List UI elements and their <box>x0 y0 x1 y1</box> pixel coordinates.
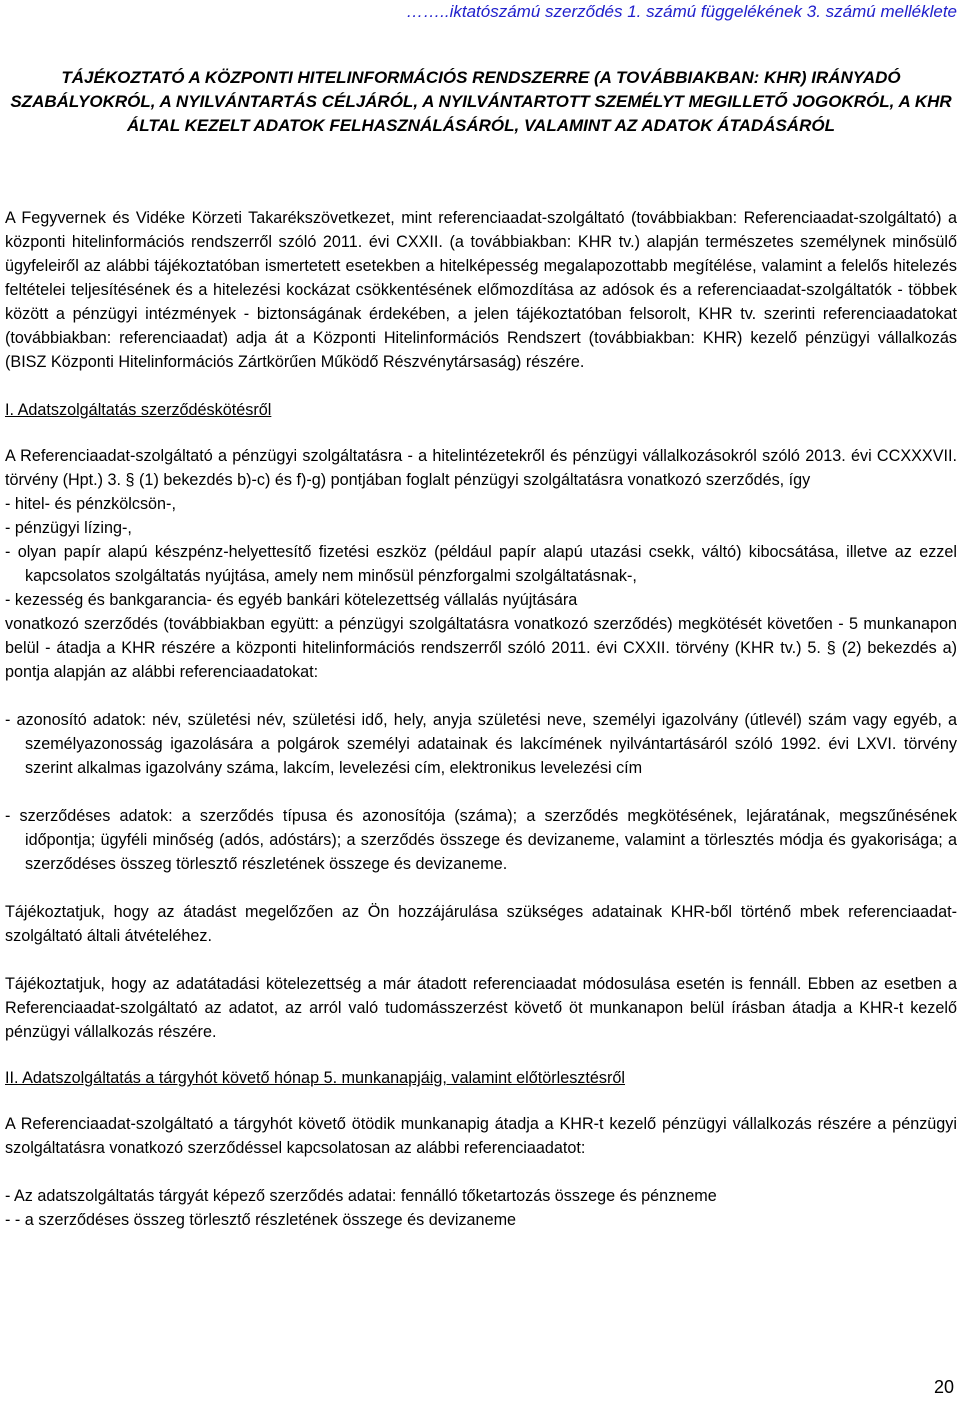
service-list-item: - pénzügyi lízing-, <box>5 519 132 537</box>
notice-paragraph: Tájékoztatjuk, hogy az adatátadási kötelezettség a már átadott referenciaadat módosulása esetén is fennáll. Ebben az esetben a Referenciaadat-szolgáltató az adatot, az arról való tudomásszerzést követő öt munkanapon belül írásban átadja a KHR-t kezelő pénzügyi vállalkozás részére. <box>5 975 957 1041</box>
section-2-lead: A Referenciaadat-szolgáltató a tárgyhót követő ötödik munkanapig átadja a KHR-t kezelő pénzügyi vállalkozás részére a pénzügyi szolgáltatásra vonatkozó szerződéssel kapcsolatosan az alábbi referenciaadatot: <box>5 1115 957 1157</box>
section-1-heading: I. Adatszolgáltatás szerződéskötésről <box>5 401 272 419</box>
section-1-continuation: vonatkozó szerződés (továbbiakban együtt: a pénzügyi szolgáltatásra vonatkozó szerződés) megkötését követően - 5 munkanapon belül - átadja a KHR részére a központi hitelinformációs rendszerről szóló 2011. évi CXXII. törvény (KHR tv.) 5. § (2) bekezdés a) pontja alapján az alábbi referenciaadatokat: <box>5 615 957 681</box>
document-body <box>5 206 957 1232</box>
page-number: 20 <box>933 1377 954 1397</box>
annex-reference-note: ……..iktatószámú szerződés 1. számú függelékének 3. számú melléklete <box>406 2 957 21</box>
service-list-item: - hitel- és pénzkölcsön-, <box>5 495 176 513</box>
data-category-item: - azonosító adatok: név, születési név, születési idő, hely, anyja születési neve, személyi igazolvány (útlevél) szám vagy egyéb, a személyazonosság igazolására a polgárok személyi adatainak és lakcímének nyilvántartásáról szóló 1992. évi LXVI. törvény szerint alkalmas igazolvány száma, lakcím, levelezési cím, elektronikus levelezési cím <box>5 711 957 777</box>
reference-data-item: - Az adatszolgáltatás tárgyát képező szerződés adatai: fennálló tőketartozás összege és pénzneme <box>5 1187 717 1205</box>
service-list-item: - olyan papír alapú készpénz-helyettesítő fizetési eszköz (például papír alapú utazási csekk, váltó) kibocsátása, illetve az ezzel kapcsolatos szolgáltatás nyújtása, amely nem minősül pénzforgalmi szolgáltatásnak-, <box>5 543 957 585</box>
reference-data-item: - - a szerződéses összeg törlesztő részletének összege és devizaneme <box>5 1211 517 1229</box>
document-title: TÁJÉKOZTATÓ A KÖZPONTI HITELINFORMÁCIÓS RENDSZERRE (A TOVÁBBIAKBAN: KHR) IRÁNYADÓ SZABÁLYOKRÓL, A NYILVÁNTARTÁS CÉLJÁRÓL, A NYILVÁNTARTOTT SZEMÉLYT MEGILLETŐ JOGOKRÓL, A KHR ÁLTAL KEZELT ADATOK FELHASZNÁLÁSÁRÓL, VALAMINT AZ ADATOK ÁTADÁSÁRÓL <box>10 68 952 135</box>
service-list-item: - kezesség és bankgarancia- és egyéb bankári kötelezettség vállalás nyújtására <box>5 591 578 609</box>
section-1-lead: A Referenciaadat-szolgáltató a pénzügyi szolgáltatásra - a hitelintézetekről és pénzügyi vállalkozásokról szóló 2013. évi CCXXXVII. törvény (Hpt.) 3. § (1) bekezdés b)-c) és f)-g) pontjában foglalt pénzügyi szolgáltatásra vonatkozó szerződés, így <box>5 447 957 489</box>
section-2-heading: II. Adatszolgáltatás a tárgyhót követő hónap 5. munkanapjáig, valamint előtörlesztésről <box>5 1069 625 1087</box>
intro-paragraph: A Fegyvernek és Vidéke Körzeti Takarékszövetkezet, mint referenciaadat-szolgáltató (továbbiakban: Referenciaadat-szolgáltató) a központi hitelinformációs rendszerről szóló 2011. évi CXXII. (a továbbiakban: KHR tv.) alapján természetes személynek minősülő ügyfeleiről az alábbi tájékoztatóban ismertetett esetekben a hitelképesség megalapozottabb megítélése, valamint a felelős hitelezés feltételei teljesítésének és a hitelezési kockázat csökkentésének előmozdítása az adósok és a referenciaadat-szolgáltatók - többek között a pénzügyi intézmények - biztonságának érdekében, a jelen tájékoztatóban felsorolt, KHR tv. szerinti referenciaadatokat (továbbiakban: referenciaadat) adja át a Központi Hitelinformációs Rendszert (továbbiakban: KHR) kezelő pénzügyi vállalkozás (BISZ Központi Hitelinformációs Zártkörűen Működő Részvénytársaság) részére. <box>5 209 957 371</box>
data-category-item: - szerződéses adatok: a szerződés típusa és azonosítója (száma); a szerződés megkötésének, lejáratának, megszűnésének időpontja; ügyféli minőség (adós, adóstárs); a szerződés összege és devizaneme, valamint a törlesztés módja és gyakorisága; a szerződéses összeg törlesztő részletének összege és devizaneme. <box>5 807 957 873</box>
notice-paragraph: Tájékoztatjuk, hogy az átadást megelőzően az Ön hozzájárulása szükséges adatainak KHR-ből történő mbek referenciaadat-szolgáltató általi átvételéhez. <box>5 903 957 945</box>
